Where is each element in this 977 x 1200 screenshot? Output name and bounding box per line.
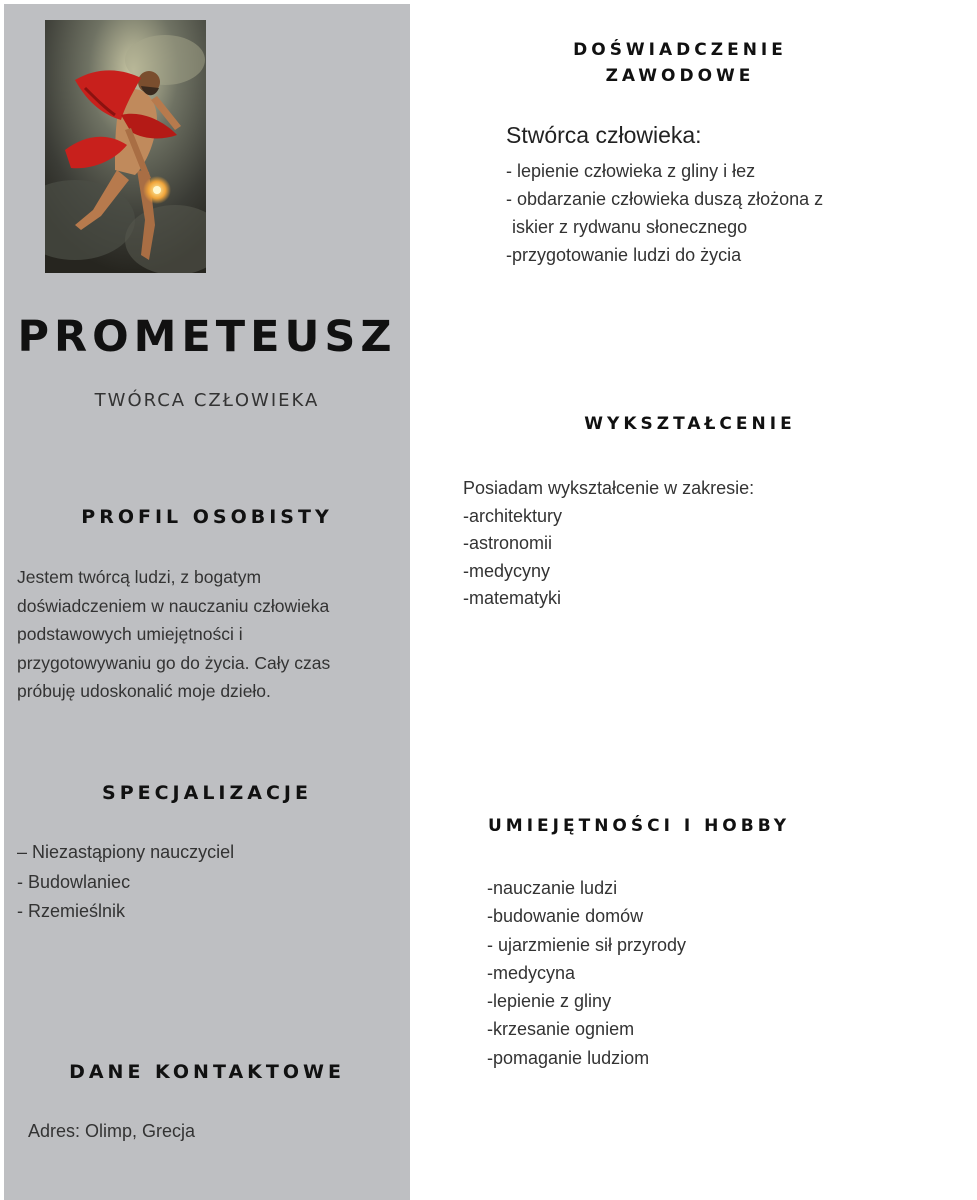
skills-list [487, 874, 686, 1072]
skills-heading: UMIEJĘTNOŚCI I HOBBY [488, 816, 791, 836]
list-item: -pomaganie ludziom [487, 1047, 650, 1068]
list-item: -medycyny [463, 560, 551, 581]
experience-heading-line: ZAWODOWE [605, 66, 755, 86]
list-item: -lepienie z gliny [487, 991, 612, 1012]
list-item: -nauczanie ludzi [487, 878, 618, 898]
list-item: -krzesanie ogniem [487, 1019, 635, 1040]
bio-line: podstawowych umiejętności i [17, 624, 243, 644]
bio-line: doświadczeniem w nauczaniu człowieka [17, 595, 330, 616]
list-item: -astronomii [463, 533, 553, 553]
experience-list [506, 157, 823, 269]
personal-profile-text [17, 563, 402, 706]
list-item: -przygotowanie ludzi do życia [506, 245, 742, 265]
bio-line: próbuję udoskonalić moje dzieło. [17, 681, 271, 701]
list-item: -medycyna [487, 962, 576, 983]
bio-line: przygotowywaniu go do życia. Cały czas [17, 652, 331, 673]
list-item: - lepienie człowieka z gliny i łez [506, 161, 756, 181]
list-item: -matematyki [463, 588, 562, 608]
list-item: -budowanie domów [487, 906, 644, 927]
personal-profile-heading: PROFIL OSOBISTY [81, 506, 333, 528]
education-heading: WYKSZTAŁCENIE [584, 414, 796, 434]
list-item: - obdarzanie człowieka duszą złożona z [506, 189, 824, 209]
portrait-image [45, 20, 206, 273]
bio-line: Jestem twórcą ludzi, z bogatym [17, 567, 262, 587]
list-item: - Budowlaniec [17, 871, 131, 892]
list-item: - ujarzmienie sił przyrody [487, 934, 687, 955]
experience-heading [510, 37, 850, 89]
contact-address: Adres: Olimp, Grecja [28, 1121, 196, 1141]
list-item: – Niezastąpiony nauczyciel [17, 842, 235, 862]
list-item: iskier z rydwanu słonecznego [512, 217, 748, 237]
experience-role: Stwórca człowieka: [506, 122, 702, 148]
education-list [463, 475, 754, 613]
specializations-heading: SPECJALIZACJE [102, 782, 312, 804]
list-item: - Rzemieślnik [17, 901, 126, 921]
specializations-list [17, 838, 234, 927]
contact-heading: DANE KONTAKTOWE [69, 1061, 345, 1083]
person-name: PROMETEUSZ [17, 312, 397, 362]
person-subtitle: TWÓRCA CZŁOWIEKA [94, 390, 320, 411]
prometheus-painting-icon [45, 20, 206, 273]
list-item: Posiadam wykształcenie w zakresie: [463, 478, 755, 498]
experience-heading-line: DOŚWIADCZENIE [573, 40, 787, 60]
list-item: -architektury [463, 505, 563, 526]
